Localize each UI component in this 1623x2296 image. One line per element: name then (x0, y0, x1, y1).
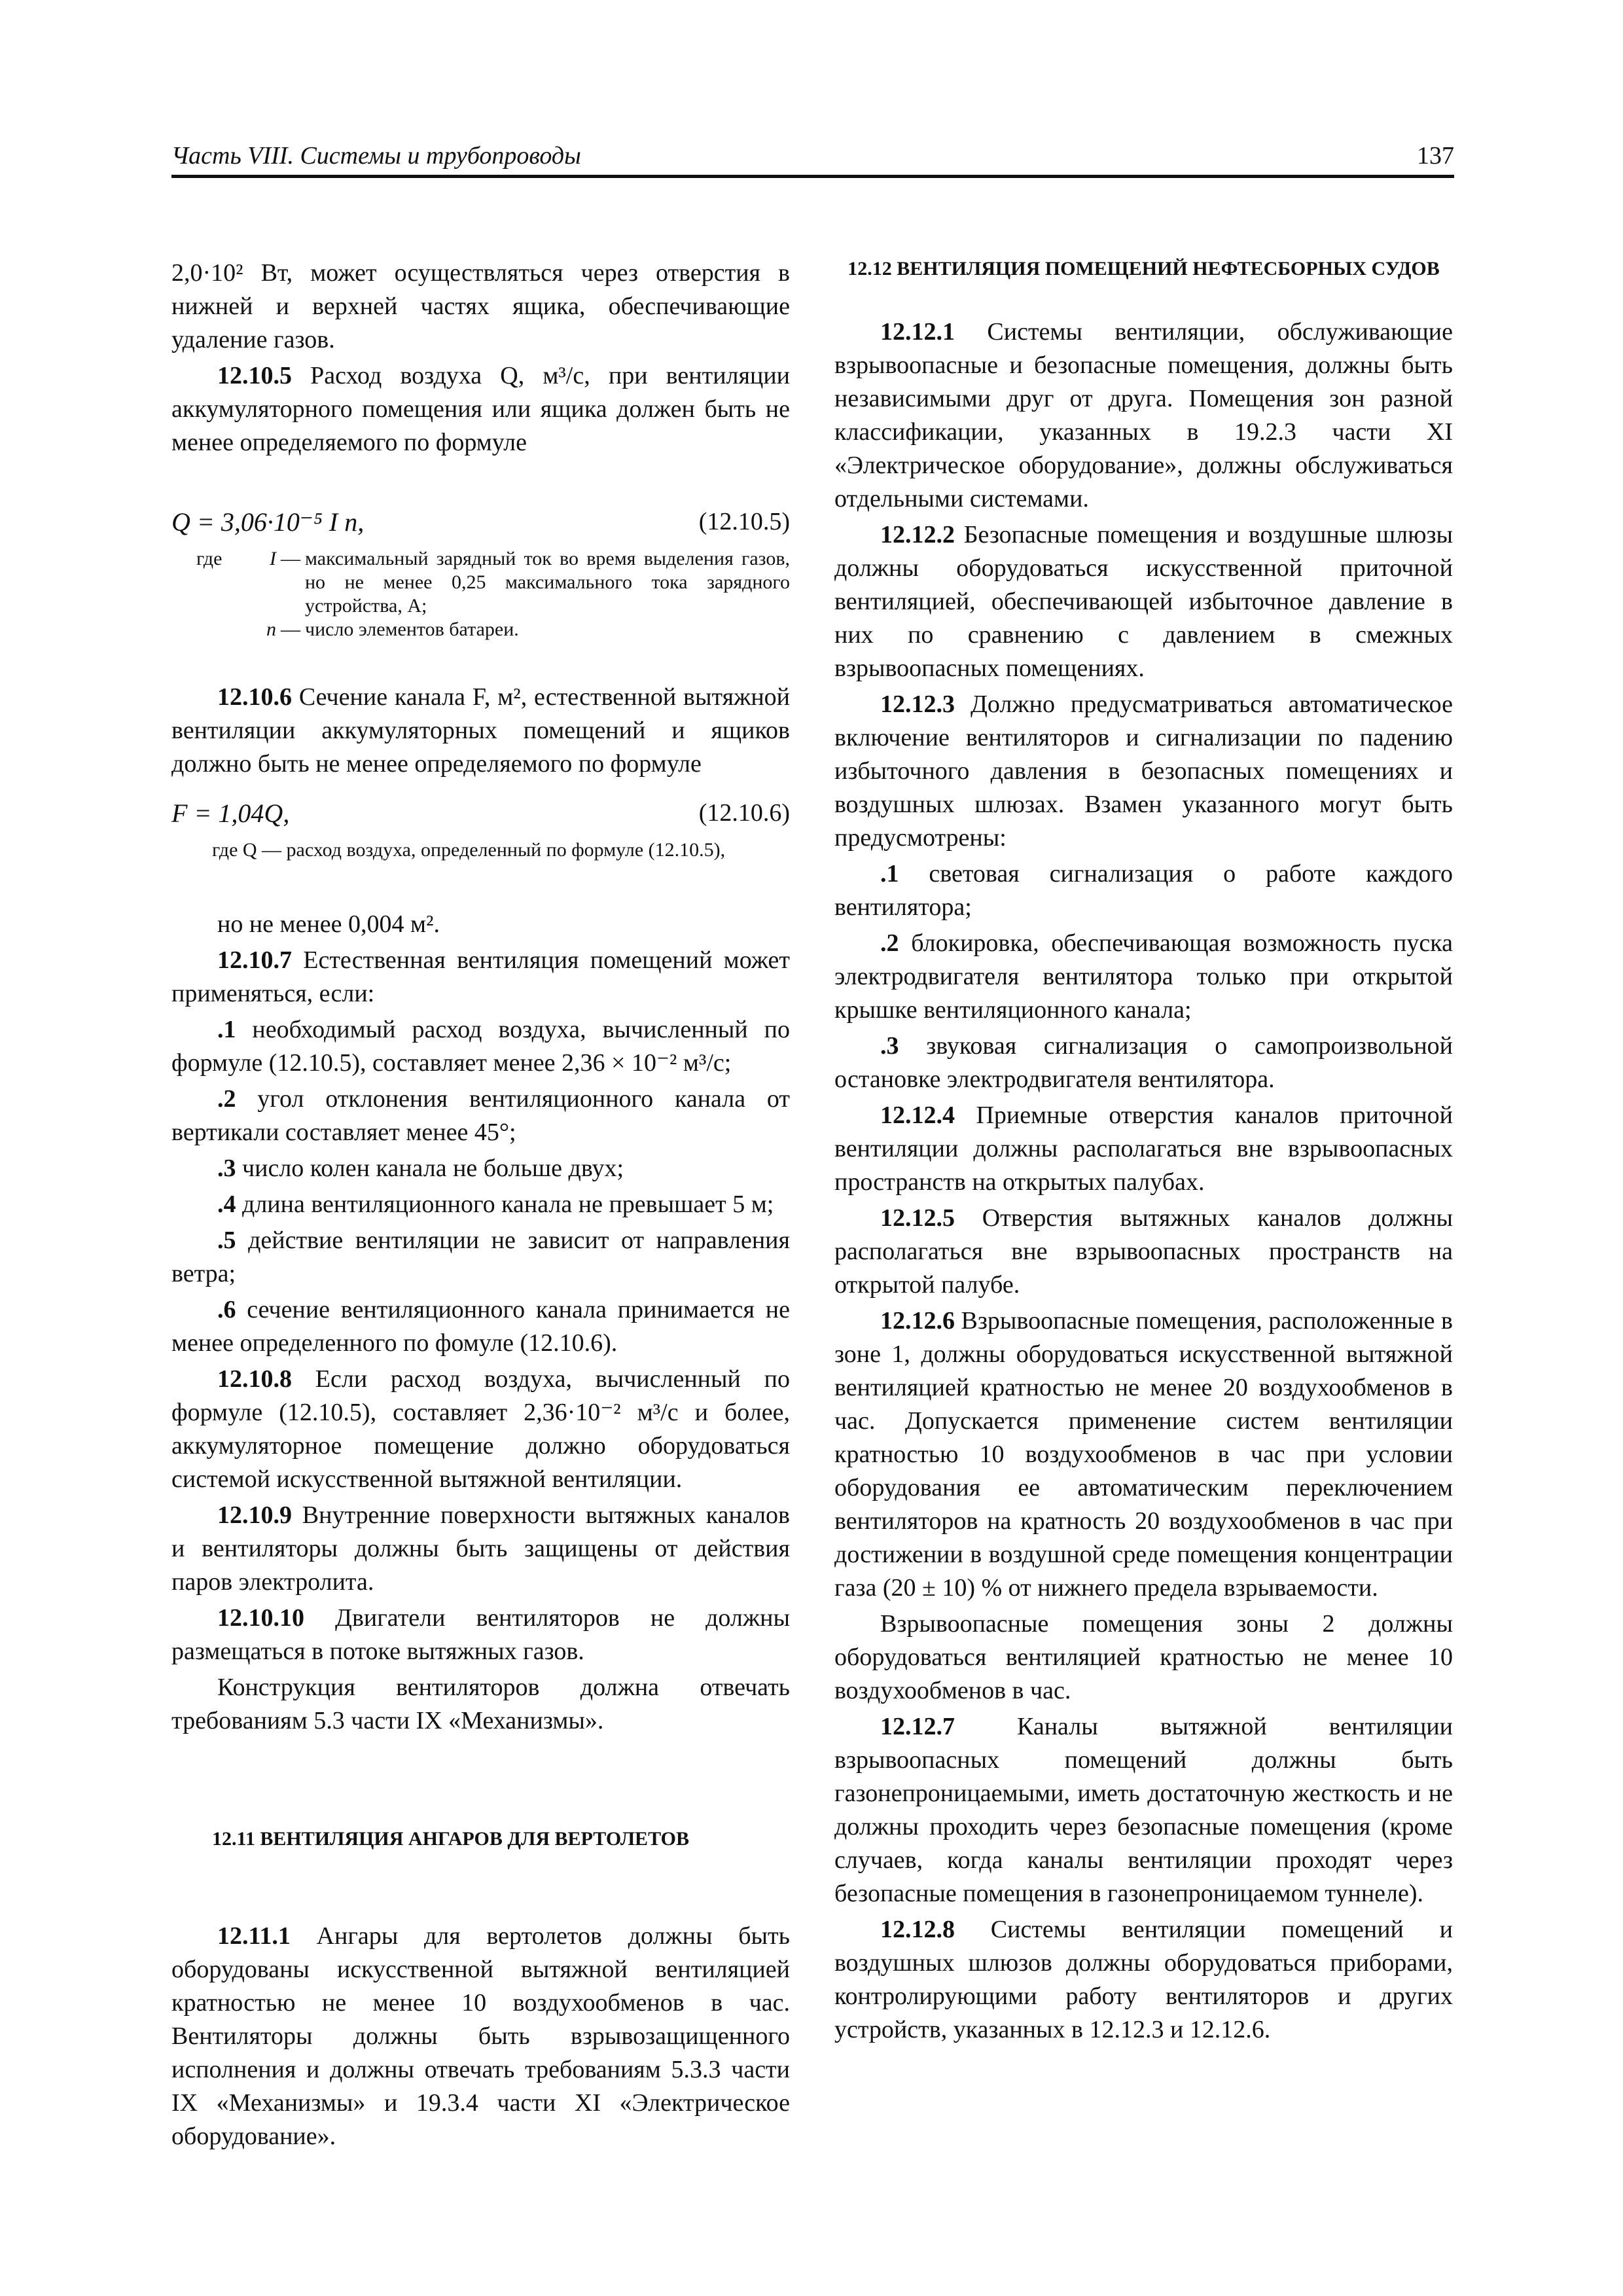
section-heading-12-12: 12.12 ВЕНТИЛЯЦИЯ ПОМЕЩЕНИЙ НЕФТЕСБОРНЫХ СУДОВ (847, 258, 1440, 279)
paragraph-12-12-8: 12.12.8 Системы вентиляции помещений и воздушных шлюзов должны оборудоваться приборами, контролирующими работу вентиляторов и других устройств, указанных в 12.12.3 и 12.12.6. (834, 1916, 1453, 2043)
paragraph-12-12-1: 12.12.1 Системы вентиляции, обслуживающие взрывоопасные и безопасные помещения, должны быть независимыми друг от друга. Помещения зон разной классификации, указанных в 19.2.3 части XI «Электрическое оборудование», должны обслуживаться отдельными системами. (834, 318, 1453, 512)
list-item: .1 световая сигнализация о работе каждого вентилятора; (834, 860, 1453, 921)
clause-number: 12.12.6 (880, 1307, 955, 1335)
list-item: .2 угол отклонения вентиляционного канала от вертикали составляет менее 45°; (171, 1085, 790, 1146)
list-item: .3 число колен канала не больше двух; (217, 1155, 624, 1182)
formula-12-10-5 (171, 503, 790, 542)
paragraph-12-10-5: 12.10.5 Расход воздуха Q, м³/с, при вентиляции аккумуляторного помещения или ящика должен быть не менее определяемого по формуле (171, 362, 790, 456)
clause-number: 12.12.7 (880, 1713, 955, 1740)
clause-number: 12.10.5 (217, 362, 292, 389)
clause-number: 12.12.4 (880, 1102, 955, 1129)
paragraph-12-12-4: 12.12.4 Приемные отверстия каналов приточной вентиляции должны располагаться вне взрывоопасных пространств на открытых палубах. (834, 1102, 1453, 1196)
header-title: Часть VIII. Системы и трубопроводы (171, 142, 581, 170)
clause-number: 12.12.3 (880, 691, 955, 718)
clause-number: 12.10.10 (217, 1604, 304, 1632)
paragraph-12-10-8: 12.10.8 Если расход воздуха, вычисленный по формуле (12.10.5), составляет 2,36·10⁻² м³/с и более, аккумуляторное помещение должно оборудоваться системой искусственной вытяжной вентиляции. (171, 1365, 790, 1493)
clause-number: 12.12.2 (880, 521, 955, 548)
equation-number: (12.10.6) (698, 799, 790, 827)
where-block-2: где Q — расход воздуха, определенный по формуле (12.10.5), (212, 839, 726, 861)
clause-number: 12.12.5 (880, 1204, 955, 1232)
where-label: где (196, 548, 223, 569)
paragraph-12-12-2: 12.12.2 Безопасные помещения и воздушные шлюзы должны оборудоваться искусственной приточной вентиляцией, обеспечивающей избыточное давление в них по сравнению с давлением в смежных взрывоопасных помещениях. (834, 521, 1453, 682)
clause-number: 12.10.8 (217, 1365, 292, 1393)
paragraph-konstrukciya: Конструкция вентиляторов должна отвечать требованиям 5.3 части IX «Механизмы». (171, 1674, 790, 1734)
clause-number: 12.12.1 (880, 318, 955, 346)
paragraph-12-11-1: 12.11.1 Ангары для вертолетов должны быть оборудованы искусственной вытяжной вентиляцией кратностью не менее 10 воздухообменов в час. Вентиляторы должны быть взрывозащищенного исполнения и должны отвечать требованиям 5.3.3 части IX «Механизмы» и 19.3.4 части XI «Электрическое оборудование». (171, 1922, 790, 2150)
list-item: .5 действие вентиляции не зависит от направления ветра; (171, 1227, 790, 1287)
paragraph-12-10-6: 12.10.6 Сечение канала F, м², естественной вытяжной вентиляции аккумуляторных помещений и ящиков должно быть не менее определяемого по формуле (171, 683, 790, 778)
where-row: где I — максимальный зарядный ток во время выделения газов, но не менее 0,25 максимального тока зарядного устройства, А; (171, 547, 790, 618)
formula-12-10-6 (171, 794, 790, 833)
formula-expression: Q = 3,06·10⁻⁵ I n, (171, 507, 365, 537)
list-item: .6 сечение вентиляционного канала принимается не менее определенного по фомуле (12.10.6). (171, 1296, 790, 1357)
running-header (171, 136, 1454, 178)
left-column (171, 257, 790, 2156)
list-item: .2 блокировка, обеспечивающая возможность пуска электродвигателя вентилятора только при открытой крышке вентиляционного канала; (834, 929, 1453, 1024)
header-rule (171, 175, 1454, 178)
clause-number: 12.12.8 (880, 1916, 955, 1943)
paragraph-continuation: но не менее 0,004 м². (217, 910, 440, 938)
list-item: .3 звуковая сигнализация о самопроизвольной остановке электродвигателя вентилятора. (834, 1032, 1453, 1093)
list-item: .4 длина вентиляционного канала не превышает 5 м; (217, 1191, 774, 1218)
paragraph-zone-2: Взрывоопасные помещения зоны 2 должны оборудоваться вентиляцией кратностью не менее 10 воздухообменов в час. (834, 1610, 1453, 1704)
paragraph-12-10-10: 12.10.10 Двигатели вентиляторов не должны размещаться в потоке вытяжных газов. (171, 1604, 790, 1665)
paragraph-intro: 2,0·10² Вт, может осуществляться через отверстия в нижней и верхней частях ящика, обеспечивающие удаление газов. (171, 259, 790, 353)
paragraph-12-12-7: 12.12.7 Каналы вытяжной вентиляции взрывоопасных помещений должны быть газонепроницаемыми, иметь достаточную жесткость и не должны проходить через безопасные помещения (кроме случаев, когда каналы вентиляции проходят через безопасные помещения в газонепроницаемом туннеле). (834, 1713, 1453, 1907)
clause-number: 12.11.1 (217, 1922, 291, 1950)
formula-expression: F = 1,04Q, (171, 798, 290, 828)
paragraph-12-10-9: 12.10.9 Внутренние поверхности вытяжных каналов и вентиляторы должны быть защищены от действия паров электролита. (171, 1501, 790, 1596)
list-item: .1 необходимый расход воздуха, вычисленный по формуле (12.10.5), составляет менее 2,36 × 10⁻² м³/с; (171, 1016, 790, 1077)
paragraph-12-12-5: 12.12.5 Отверстия вытяжных каналов должны располагаться вне взрывоопасных пространств на открытой палубе. (834, 1204, 1453, 1299)
paragraph-12-12-3: 12.12.3 Должно предусматриваться автоматическое включение вентиляторов и сигнализации по падению избыточного давления в безопасных помещениях и воздушных шлюзах. Взамен указанного могут быть предусмотрены: (834, 691, 1453, 852)
paragraph-12-10-7: 12.10.7 Естественная вентиляция помещений может применяться, если: (171, 946, 790, 1007)
clause-number: 12.10.6 (217, 683, 292, 711)
equation-number: (12.10.5) (698, 508, 790, 535)
section-heading-12-11: 12.11 ВЕНТИЛЯЦИЯ АНГАРОВ ДЛЯ ВЕРТОЛЕТОВ (212, 1828, 690, 1850)
paragraph-12-12-6: 12.12.6 Взрывоопасные помещения, расположенные в зоне 1, должны оборудоваться искусственной вытяжной вентиляцией кратностью не менее 20 воздухообменов в час. Допускается применение систем вентиляции кратностью 10 воздухообменов в час при условии оборудования ее автоматическим переключением вентиляторов на кратность 20 воздухообменов в час при достижении в воздушной среде помещения концентрации газа (20 ± 10) % от нижнего предела взрываемости. (834, 1307, 1453, 1602)
page-number: 137 (1417, 142, 1454, 170)
clause-number: 12.10.9 (217, 1501, 292, 1529)
clause-number: 12.10.7 (217, 946, 292, 974)
right-column (834, 257, 1453, 2049)
where-row: n — число элементов батареи. (266, 619, 519, 640)
where-block (171, 547, 790, 641)
